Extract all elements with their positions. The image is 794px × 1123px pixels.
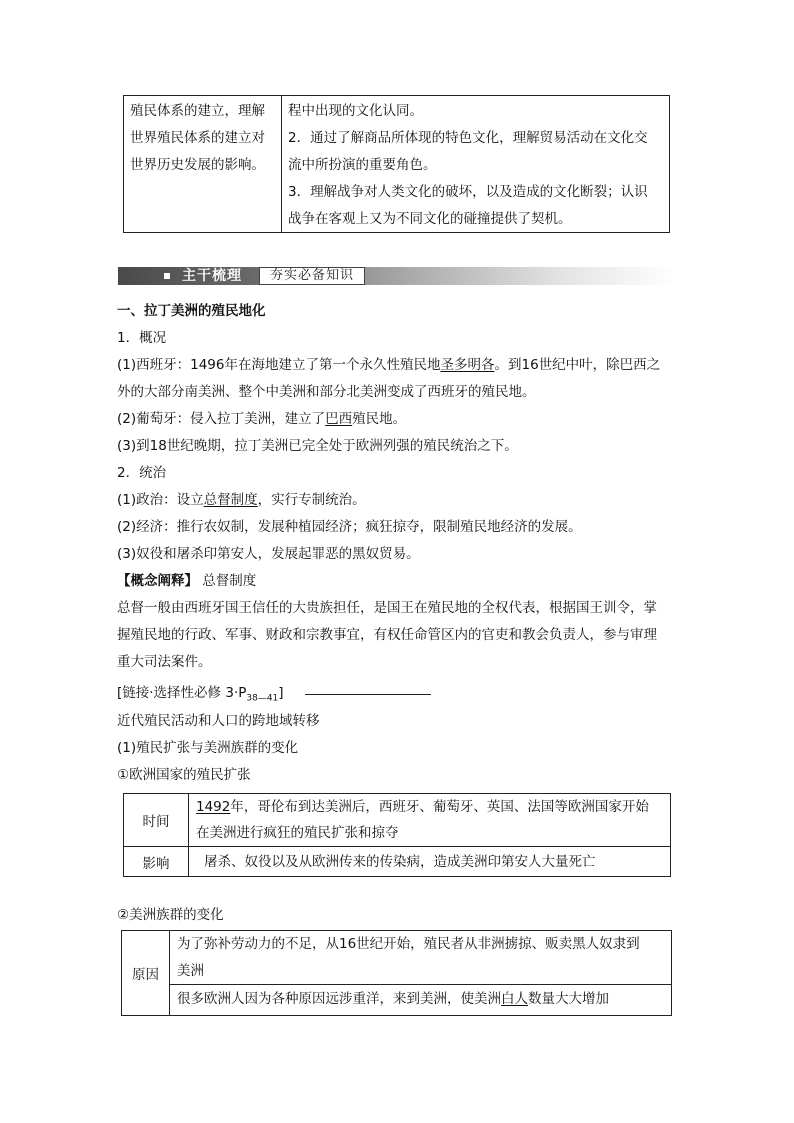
paragraph bbox=[117, 487, 677, 514]
objectives-right-cell bbox=[282, 96, 669, 232]
row-content bbox=[196, 794, 664, 846]
right-line: 战争在客观上又为不同文化的碰撞提供了契机。 bbox=[288, 211, 572, 227]
link-reference bbox=[117, 682, 284, 710]
table-row bbox=[124, 847, 670, 876]
table-cell bbox=[170, 931, 671, 985]
row-content: 屠杀、奴役以及从欧洲传来的传染病，造成美洲印第安人大量死亡 bbox=[204, 854, 596, 870]
banner-square-icon bbox=[164, 273, 170, 279]
row-label: 影响 bbox=[124, 847, 189, 876]
text: 在美洲进行疯狂的殖民扩张和掠夺 bbox=[196, 825, 399, 841]
item-heading: (1)殖民扩张与美洲族群的变化 bbox=[117, 740, 299, 756]
concept-line: 重大司法案件。 bbox=[117, 654, 212, 670]
text: (1)政治：设立 bbox=[117, 492, 204, 508]
paragraph: (3)到18世纪晚期，拉丁美洲已完全处于欧洲列强的殖民统治之下。 bbox=[117, 438, 518, 454]
right-line: 3．理解战争对人类文化的破坏，以及造成的文化断裂；认识 bbox=[288, 184, 648, 200]
paragraph: (3)奴役和屠杀印第安人，发展起罪恶的黑奴贸易。 bbox=[117, 546, 420, 562]
concept-line: 总督一般由西班牙国王信任的大贵族担任，是国王在殖民地的全权代表，根据国王训令，掌 bbox=[117, 600, 657, 616]
objectives-table bbox=[123, 95, 670, 233]
left-line: 世界历史发展的影响。 bbox=[130, 157, 265, 173]
objectives-left-cell bbox=[124, 96, 282, 232]
concept-term: 总督制度 bbox=[202, 573, 257, 589]
sub-heading: 2．统治 bbox=[117, 465, 167, 481]
link-section bbox=[117, 708, 677, 789]
colonial-expansion-table bbox=[123, 793, 671, 877]
ethnic-change-table bbox=[121, 930, 672, 1016]
key-term: 圣多明各 bbox=[440, 357, 495, 373]
link-close: ] bbox=[278, 685, 284, 701]
key-term: 总督制度 bbox=[203, 492, 258, 508]
right-line: 2．通过了解商品所体现的特色文化，理解贸易活动在文化交 bbox=[288, 130, 648, 146]
table-row bbox=[124, 794, 670, 847]
row-label: 时间 bbox=[124, 794, 189, 846]
banner-tag: 夯实必备知识 bbox=[259, 267, 365, 285]
text: 为了弥补劳动力的不足，从16世纪开始，殖民者从非洲掳掠、贩卖黑人奴隶到 bbox=[177, 936, 640, 952]
link-rule bbox=[305, 694, 431, 695]
text: (2)葡萄牙：侵入拉丁美洲，建立了 bbox=[117, 411, 326, 427]
text: 。到16世纪中叶，除巴西之 bbox=[494, 357, 661, 373]
concept-label: 【概念阐释】 bbox=[117, 573, 198, 589]
concept-heading bbox=[117, 568, 677, 595]
paragraph bbox=[117, 352, 677, 379]
item-heading: ②美洲族群的变化 bbox=[117, 907, 224, 923]
section-banner bbox=[118, 263, 675, 287]
banner-title: 主干梳理 bbox=[182, 268, 242, 284]
text: 殖民地。 bbox=[352, 411, 407, 427]
table-cell bbox=[170, 986, 671, 1015]
item-heading: ①欧洲国家的殖民扩张 bbox=[117, 767, 251, 783]
text: (1)西班牙：1496年在海地建立了第一个永久性殖民地 bbox=[117, 357, 441, 373]
text: 美洲 bbox=[177, 963, 204, 979]
concept-line: 握殖民地的行政、军事、财政和宗教事宜，有权任命管区内的官吏和教会负责人，参与审理 bbox=[117, 627, 657, 643]
right-line: 程中出现的文化认同。 bbox=[288, 103, 423, 119]
paragraph: (2)经济：推行农奴制，发展种植园经济；疯狂掠夺，限制殖民地经济的发展。 bbox=[117, 519, 582, 535]
sub-heading: 1．概况 bbox=[117, 330, 167, 346]
right-line: 流中所扮演的重要角色。 bbox=[288, 157, 437, 173]
paragraph: 外的大部分南美洲、整个中美洲和部分北美洲变成了西班牙的殖民地。 bbox=[117, 384, 536, 400]
left-line: 世界殖民体系的建立对 bbox=[130, 130, 265, 146]
section-heading: 一、拉丁美洲的殖民地化 bbox=[117, 303, 266, 319]
key-term: 白人 bbox=[501, 991, 528, 1007]
text: 年，哥伦布到达美洲后，西班牙、葡萄牙、英国、法国等欧洲国家开始 bbox=[230, 799, 649, 815]
left-line: 殖民体系的建立，理解 bbox=[130, 103, 265, 119]
link-title: 近代殖民活动和人口的跨地域转移 bbox=[117, 713, 320, 729]
key-term: 1492 bbox=[196, 799, 231, 815]
row-label: 原因 bbox=[122, 931, 170, 1015]
paragraph bbox=[117, 406, 677, 433]
text: 数量大大增加 bbox=[528, 991, 609, 1007]
key-term: 巴西 bbox=[325, 411, 353, 427]
text: ，实行专制统治。 bbox=[257, 492, 366, 508]
link-text: [链接·选择性必修 3·P bbox=[117, 685, 247, 701]
link-pages: 38—41 bbox=[246, 693, 279, 704]
section-body bbox=[117, 298, 677, 676]
text: 很多欧洲人因为各种原因远涉重洋，来到美洲，使美洲 bbox=[177, 991, 501, 1007]
